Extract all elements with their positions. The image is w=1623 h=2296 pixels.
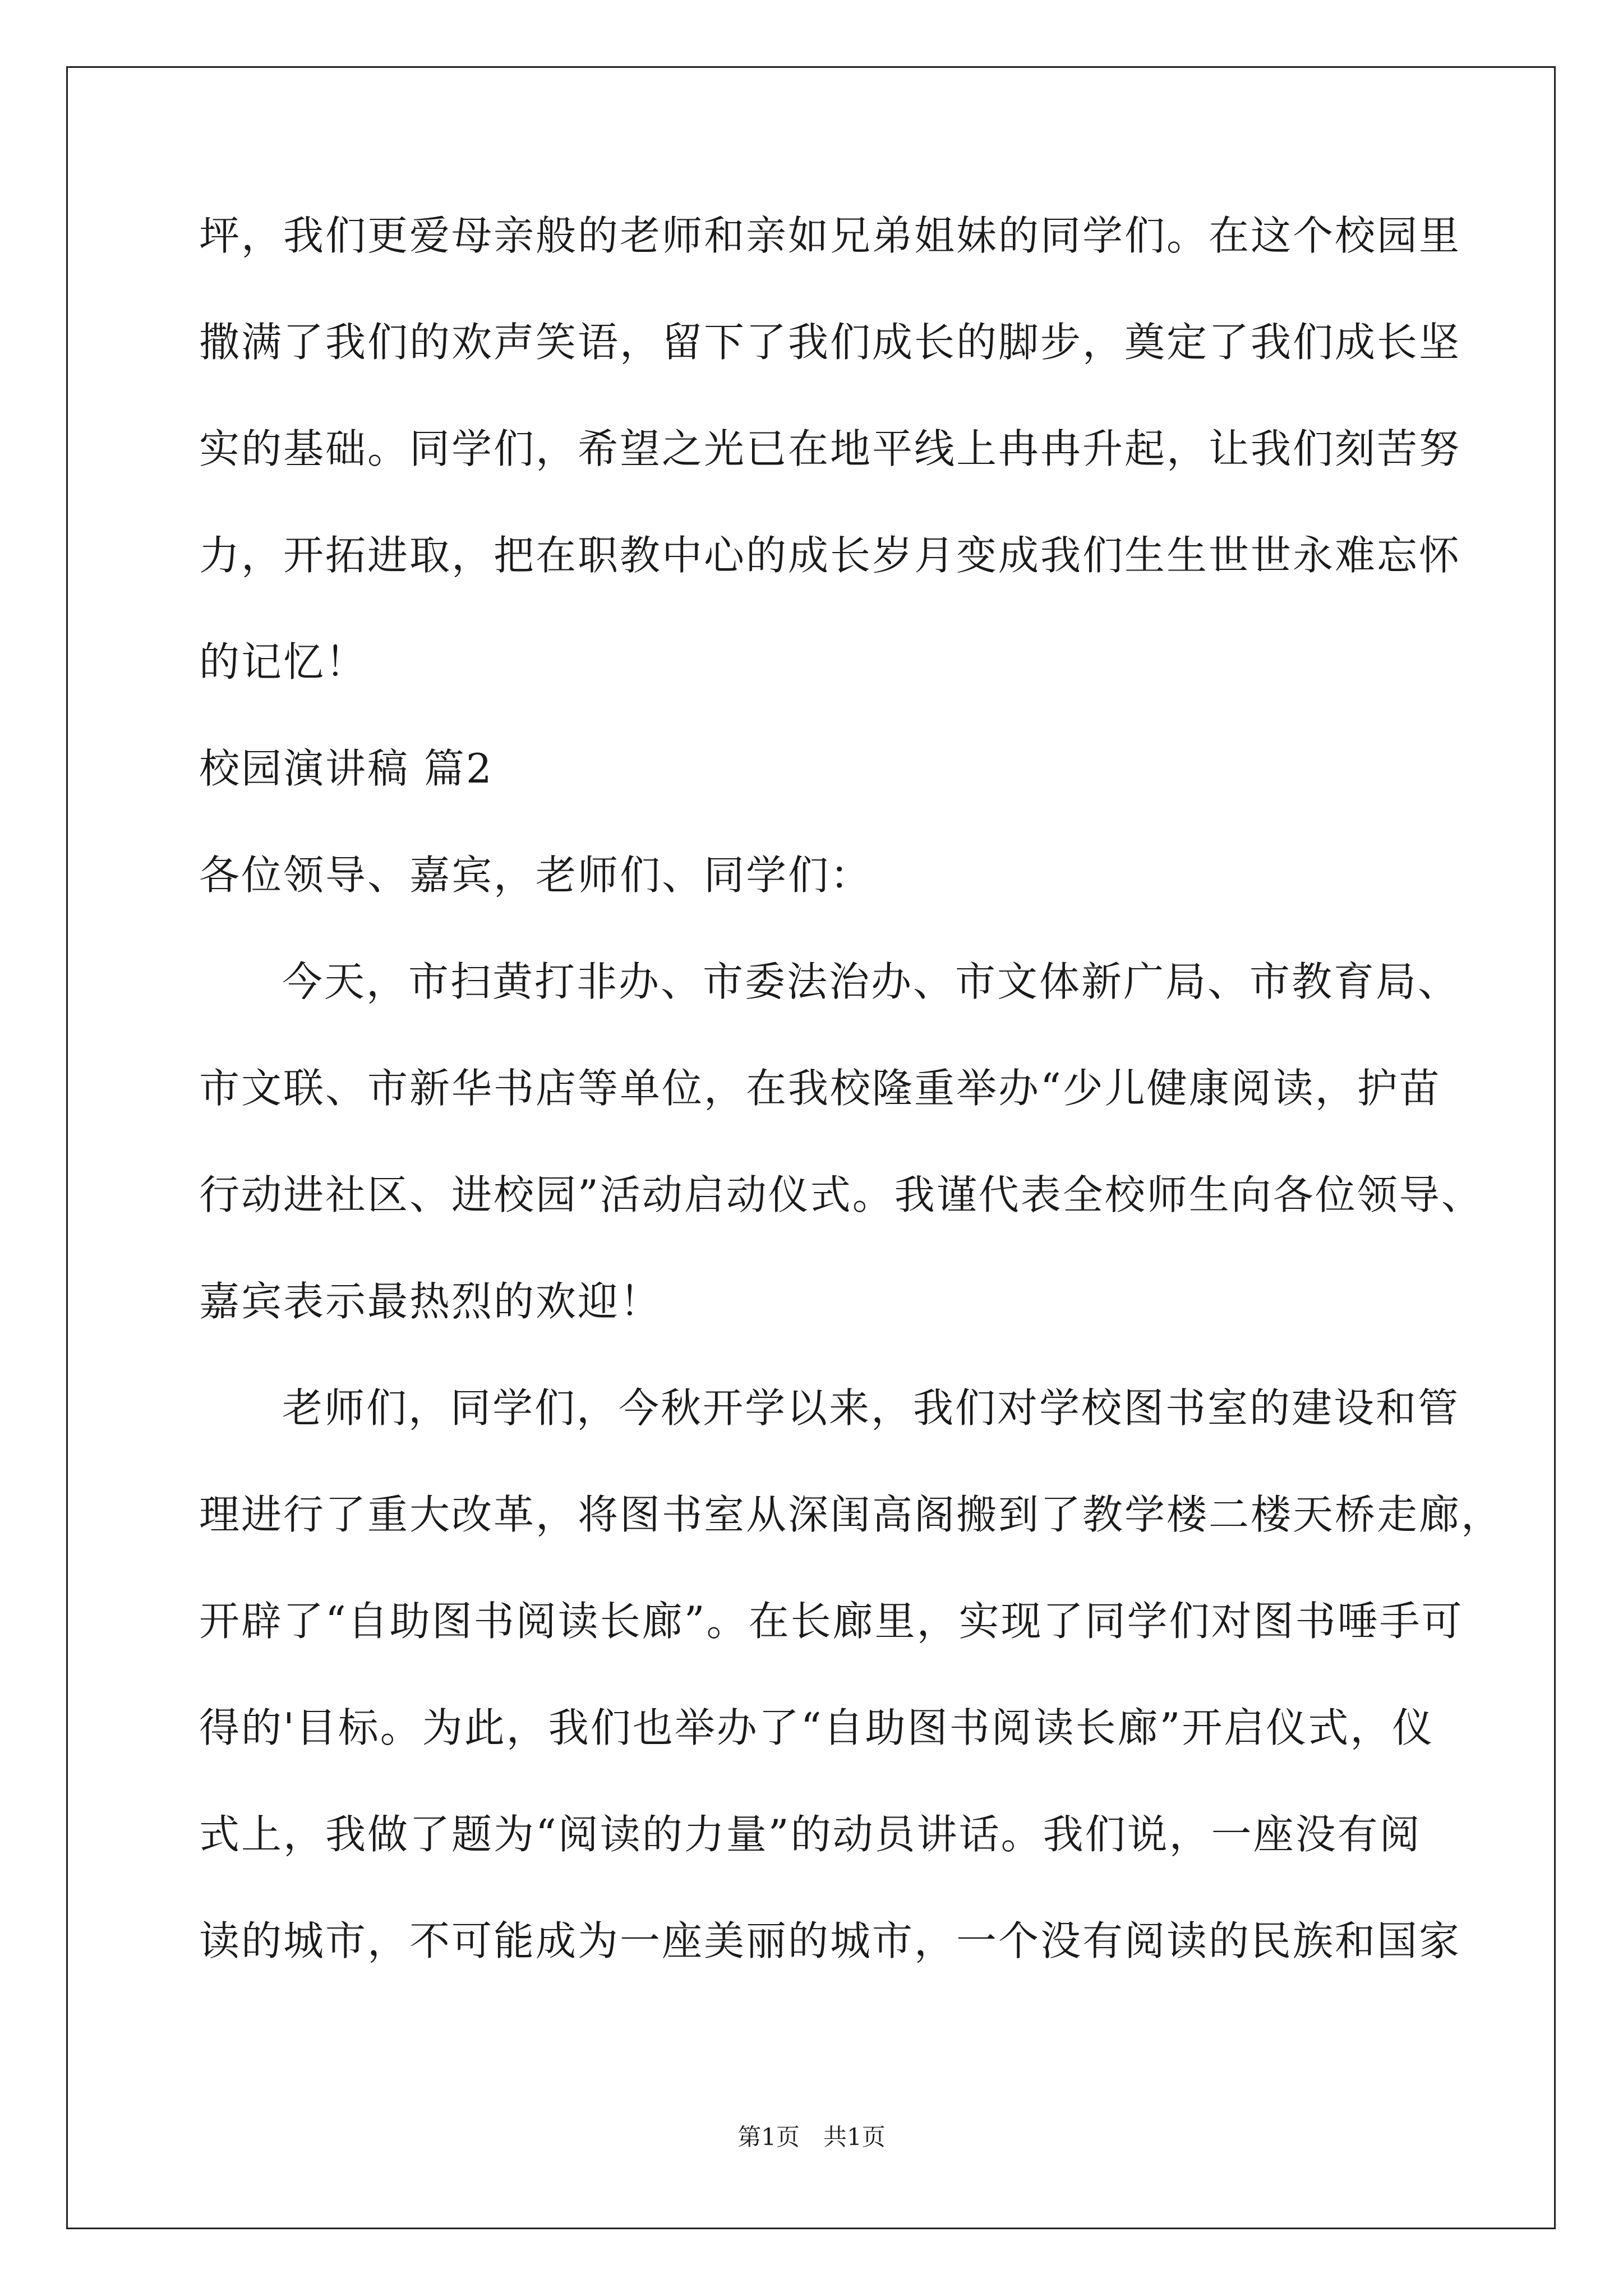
text-line: 式上，我做了题为“阅读的力量”的动员讲话。我们说，一座没有阅 xyxy=(199,1811,1422,1858)
paragraph-start: 老师们，同学们，今秋开学以来，我们对学校图书室的建设和管 xyxy=(282,1384,1460,1432)
text-line: 市文联、市新华书店等单位，在我校隆重举办“少儿健康阅读，护苗 xyxy=(199,1065,1441,1112)
text-line: 嘉宾表示最热烈的欢迎！ xyxy=(199,1278,662,1325)
page-border xyxy=(66,66,1556,2229)
text-line: 实的基础。同学们，希望之光已在地平线上冉冉升起，让我们刻苦努 xyxy=(199,425,1461,472)
text-line: 的记忆！ xyxy=(199,638,368,685)
text-line: 读的城市，不可能成为一座美丽的城市，一个没有阅读的民族和国家 xyxy=(199,1917,1461,1964)
text-line: 理进行了重大改革，将图书室从深闺高阁搬到了教学楼二楼天桥走廊， xyxy=(199,1491,1504,1538)
text-line: 撒满了我们的欢声笑语，留下了我们成长的脚步，奠定了我们成长坚 xyxy=(199,319,1461,366)
salutation: 各位领导、嘉宾，老师们、同学们： xyxy=(199,852,873,899)
text-line: 坪，我们更爱母亲般的老师和亲如兄弟姐妹的同学们。在这个校园里 xyxy=(199,212,1461,259)
section-heading: 校园演讲稿 篇2 xyxy=(199,745,494,792)
page-footer: 第1页 共1页 xyxy=(737,2123,886,2151)
text-line: 得的'目标。为此，我们也举办了“自助图书阅读长廊”开启仪式，仪 xyxy=(199,1704,1435,1751)
text-line: 开辟了“自助图书阅读长廊”。在长廊里，实现了同学们对图书唾手可 xyxy=(199,1598,1464,1645)
paragraph-start: 今天，市扫黄打非办、市委法治办、市文体新广局、市教育局、 xyxy=(282,958,1460,1005)
text-line: 行动进社区、进校园”活动启动仪式。我谨代表全校师生向各位领导、 xyxy=(199,1171,1483,1218)
text-line: 力，开拓进取，把在职教中心的成长岁月变成我们生生世世永难忘怀 xyxy=(199,532,1461,579)
